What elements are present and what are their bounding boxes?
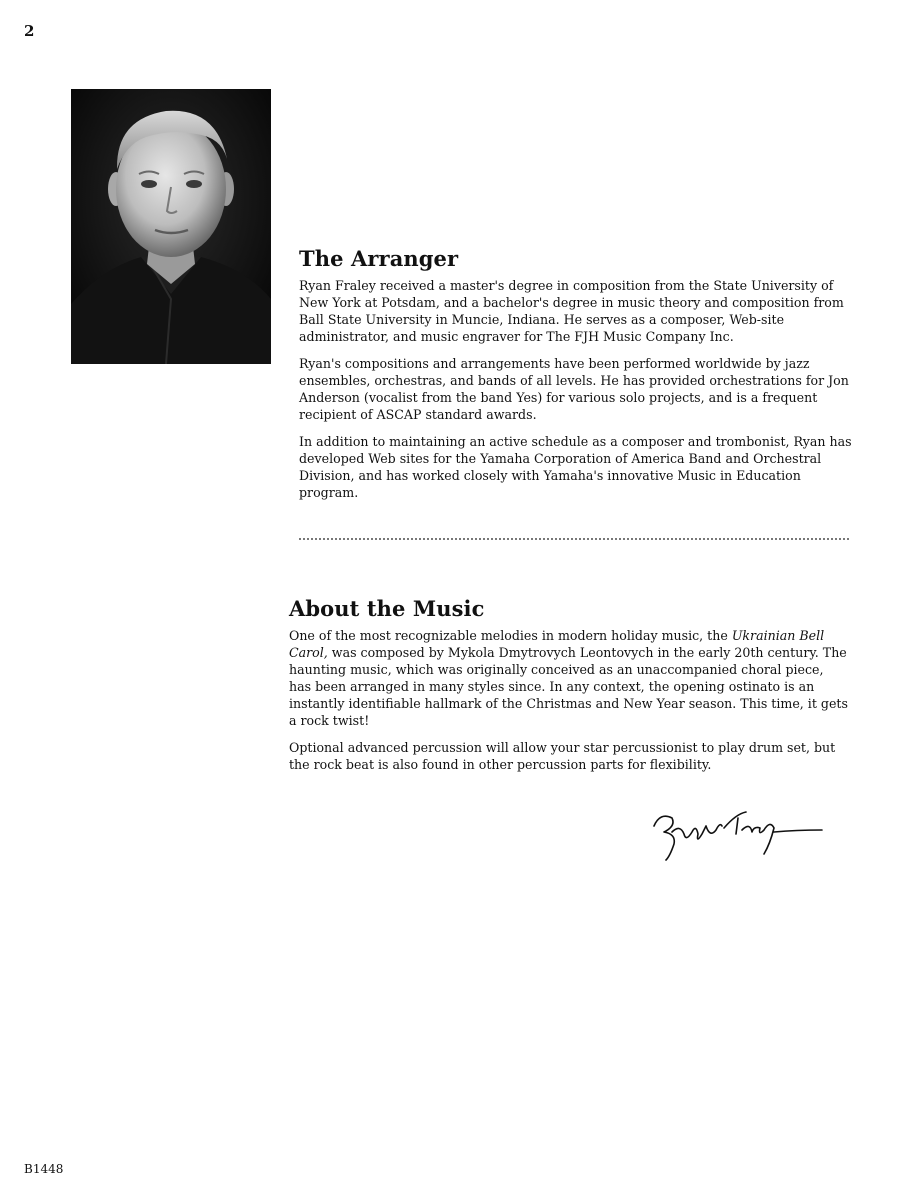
arranger-paragraph-1: Ryan Fraley received a master's degree in composition from the State University of New York at Potsdam, and a bachelor's degree in music theory and composition from Ball State University in Muncie, Indiana. He serves as a composer, Web-site administrator, and music engraver for The FJH Music Company Inc. [299,278,844,344]
signature [646,804,826,864]
arranger-paragraph-2: Ryan's compositions and arrangements have been performed worldwide by jazz ensembles, orchestras, and bands of all levels. He has provided orchestrations for Jon Anderson (vocalist from the band Yes) for various solo projects, and is a frequent recipient of ASCAP standard awards. [299,356,849,422]
music-paragraph-1 [289,627,849,729]
piece-title: Ukrainian Bell Carol, [289,628,825,660]
music-paragraph-1-end: was composed by Mykola Dmytrovych Leontovych in the early 20th century. The haunting music, which was originally conceived as an unaccompanied choral piece, has been arranged in many styles since. In any context, the opening ostinato is an instantly identifiable hallmark of the Christmas and New Year season. This time, it gets a rock twist! [289,645,848,728]
music-paragraph-2: Optional advanced percussion will allow your star percussionist to play drum set, but the rock beat is also found in other percussion parts for flexibility. [289,740,836,772]
music-section [289,596,849,783]
page-number: 2 [24,22,35,40]
arranger-heading: The Arranger [299,246,459,271]
arranger-paragraph-3: In addition to maintaining an active schedule as a composer and trombonist, Ryan has developed Web sites for the Yamaha Corporation of America Band and Orchestral Division, and has worked closely with Yamaha's innovative Music in Education program. [299,434,852,500]
publication-code: B1448 [24,1162,64,1176]
arranger-section [299,246,854,511]
arranger-photo [71,89,271,364]
music-heading: About the Music [289,596,485,621]
dotted-divider [299,538,849,540]
music-paragraph-1-start: One of the most recognizable melodies in modern holiday music, the [289,628,732,643]
